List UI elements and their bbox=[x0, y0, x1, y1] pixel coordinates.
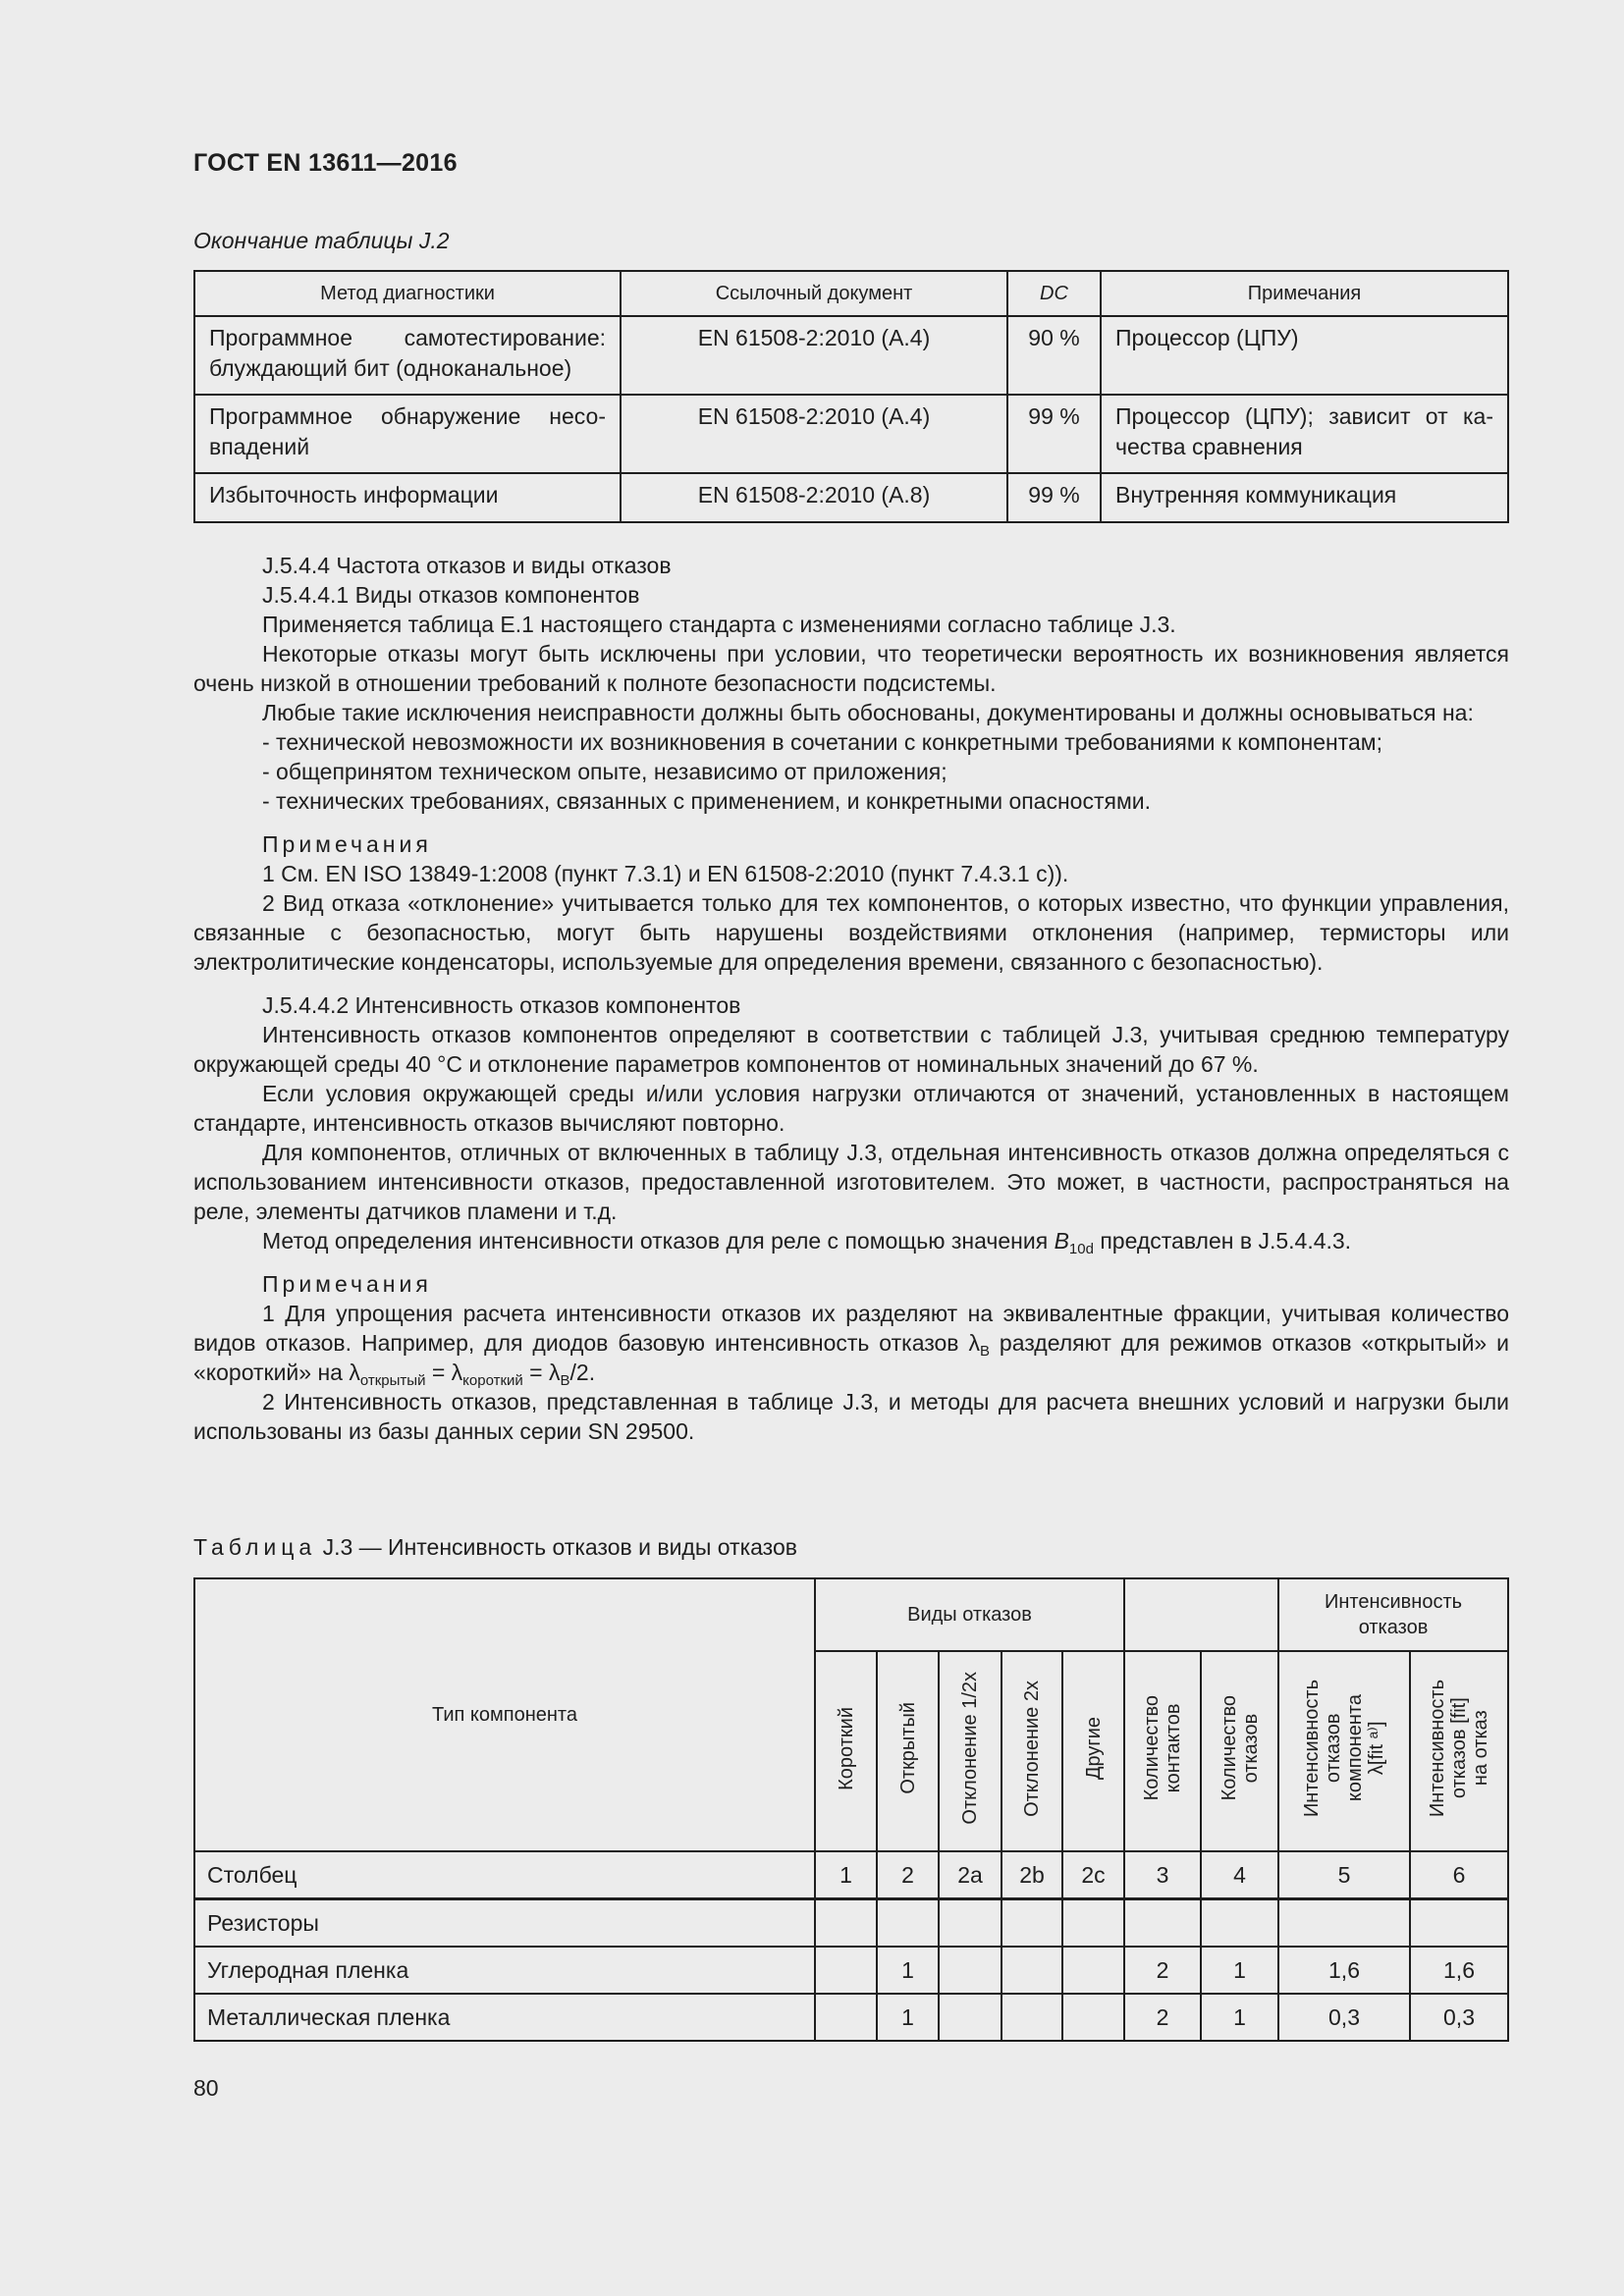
table-cell bbox=[1062, 1994, 1124, 2041]
table-header-row bbox=[194, 271, 1508, 316]
note: 2 Вид отказа «отклонение» учитывается только для тех компонентов, о которых известно, что функции управления, связанные с безопасностью, могут быть нарушены воздействиями отклонения (например, термисторы или электролитические конденсаторы, используемые для определения времени, связанного с безопасностью). bbox=[193, 890, 1509, 975]
list-item: - технических требованиях, связанных с применением, и конкретными опасностями. bbox=[262, 788, 1152, 814]
table-cell: 1 bbox=[1201, 1947, 1278, 1994]
column-group-header: Интенсивность отказов bbox=[1278, 1578, 1508, 1651]
table-row bbox=[194, 316, 1508, 395]
section-heading: J.5.4.4 Частота отказов и виды отказов bbox=[262, 553, 672, 578]
table-cell: 1,6 bbox=[1410, 1947, 1508, 1994]
table-cell: 2 bbox=[1124, 1947, 1201, 1994]
paragraph: Применяется таблица Е.1 настоящего стандарта с изменениями согласно таблице J.3. bbox=[262, 612, 1176, 637]
table-cell: Резисторы bbox=[194, 1899, 815, 1948]
table-cell: Процессор (ЦПУ) bbox=[1101, 316, 1508, 395]
table-cell bbox=[1124, 1899, 1201, 1948]
section-heading: J.5.4.4.1 Виды отказов компонентов bbox=[262, 582, 640, 608]
column-header: Интенсивность отказов компонента λ[fit ᵃ⁾] bbox=[1278, 1651, 1410, 1851]
paragraph: Если условия окружающей среды и/или условия нагрузки отличаются от значений, установленных в настоящем стандарте, интенсивность отказов вычисляют повторно. bbox=[193, 1081, 1509, 1136]
table-cell: EN 61508-2:2010 (А.8) bbox=[621, 473, 1007, 522]
table-cell bbox=[1062, 1947, 1124, 1994]
table-cell: Углеродная пленка bbox=[194, 1947, 815, 1994]
table-row bbox=[194, 1994, 1508, 2041]
table-cell bbox=[939, 1994, 1001, 2041]
note: 2 Интенсивность отказов, представленная в таблице J.3, и методы для расчета внешних условий и нагрузки были использованы из базы данных серии SN 29500. bbox=[193, 1389, 1509, 1444]
notes-title: Примечания bbox=[262, 831, 432, 857]
table-cell: 6 bbox=[1410, 1851, 1508, 1899]
list-item: - общепринятом техническом опыте, независимо от приложения; bbox=[262, 759, 947, 784]
table-j3-caption: Таблица J.3 — Интенсивность отказов и виды отказов bbox=[193, 1534, 797, 1560]
table-cell bbox=[1062, 1899, 1124, 1948]
column-header: Тип компонента bbox=[194, 1578, 815, 1851]
table-cell: Процессор (ЦПУ); зависит от качества сравнения bbox=[1101, 395, 1508, 473]
table-cell bbox=[815, 1947, 877, 1994]
table-cell bbox=[1278, 1899, 1410, 1948]
table-cell: EN 61508-2:2010 (А.4) bbox=[621, 316, 1007, 395]
body-text bbox=[193, 551, 1509, 1446]
note: 1 Для упрощения расчета интенсивности отказов их разделяют на эквивалентные фракции, учитывая количество видов отказов. Например, для диодов базовую интенсивность отказов $\lambda_B$ разделяют для режимов отказов «открытый» и «короткий» на $\lambda_{открытый} = \lambda_{короткий} = \lambda_B/2$. bbox=[193, 1301, 1509, 1389]
table-cell: Программное самотестирование: блуждающий бит (одноканальное) bbox=[194, 316, 621, 395]
column-header: Количество отказов bbox=[1201, 1651, 1278, 1851]
table-cell: Столбец bbox=[194, 1851, 815, 1899]
column-group-header bbox=[1124, 1578, 1278, 1651]
column-header: Короткий bbox=[815, 1651, 877, 1851]
table-cell: 0,3 bbox=[1278, 1994, 1410, 2041]
table-cell bbox=[877, 1899, 939, 1948]
table-cell: 99 % bbox=[1007, 395, 1101, 473]
table-cell bbox=[939, 1947, 1001, 1994]
column-header: Примечания bbox=[1101, 271, 1508, 316]
table-row bbox=[194, 1947, 1508, 1994]
column-header: Интенсивность отказов [fit] на отказ bbox=[1410, 1651, 1508, 1851]
table-cell: Программное обнаружение несовпадений bbox=[194, 395, 621, 473]
table-row bbox=[194, 1899, 1508, 1948]
table-j2-caption: Окончание таблицы J.2 bbox=[193, 228, 450, 253]
column-header: Другие bbox=[1062, 1651, 1124, 1851]
standard-header: ГОСТ EN 13611—2016 bbox=[193, 149, 458, 177]
section-heading: J.5.4.4.2 Интенсивность отказов компонентов bbox=[262, 992, 741, 1018]
paragraph: Любые такие исключения неисправности должны быть обоснованы, документированы и должны основываться на: bbox=[262, 700, 1474, 725]
table-cell bbox=[1410, 1899, 1508, 1948]
table-cell: 4 bbox=[1201, 1851, 1278, 1899]
column-header: Отклонение 1/2x bbox=[939, 1651, 1001, 1851]
column-header: DC bbox=[1007, 271, 1101, 316]
paragraph: Метод определения интенсивности отказов для реле с помощью значения $B_{10d}$ представлен в J.5.4.4.3. bbox=[262, 1228, 1352, 1257]
table-cell bbox=[1001, 1899, 1062, 1948]
notes-title: Примечания bbox=[262, 1271, 432, 1297]
table-cell bbox=[815, 1994, 877, 2041]
table-cell: 1 bbox=[1201, 1994, 1278, 2041]
table-cell bbox=[939, 1899, 1001, 1948]
table-cell bbox=[1001, 1947, 1062, 1994]
table-row bbox=[194, 395, 1508, 473]
paragraph: Некоторые отказы могут быть исключены при условии, что теоретически вероятность их возникновения является очень низкой в отношении требований к полноте безопасности подсистемы. bbox=[193, 641, 1509, 696]
column-header: Количество контактов bbox=[1124, 1651, 1201, 1851]
table-cell: 1 bbox=[877, 1994, 939, 2041]
table-cell: EN 61508-2:2010 (А.4) bbox=[621, 395, 1007, 473]
column-number-row bbox=[194, 1851, 1508, 1899]
table-cell bbox=[1001, 1994, 1062, 2041]
column-header: Отклонение 2x bbox=[1001, 1651, 1062, 1851]
table-cell: 1,6 bbox=[1278, 1947, 1410, 1994]
table-j3 bbox=[193, 1577, 1509, 2042]
paragraph: Интенсивность отказов компонентов определяют в соответствии с таблицей J.3, учитывая среднюю температуру окружающей среды 40 °С и отклонение параметров компонентов от номинальных значений до 67 %. bbox=[193, 1022, 1509, 1077]
paragraph: Для компонентов, отличных от включенных в таблицу J.3, отдельная интенсивность отказов должна определяться с использованием интенсивности отказов, предоставленной изготовителем. Это может, в частности, распространяться на реле, элементы датчиков пламени и т.д. bbox=[193, 1140, 1509, 1224]
page-number: 80 bbox=[193, 2075, 219, 2101]
table-cell: 2 bbox=[877, 1851, 939, 1899]
table-cell: 2c bbox=[1062, 1851, 1124, 1899]
column-header: Открытый bbox=[877, 1651, 939, 1851]
table-cell: 2a bbox=[939, 1851, 1001, 1899]
table-cell: 1 bbox=[877, 1947, 939, 1994]
table-cell: 90 % bbox=[1007, 316, 1101, 395]
table-cell bbox=[1201, 1899, 1278, 1948]
table-cell: 0,3 bbox=[1410, 1994, 1508, 2041]
note: 1 См. EN ISO 13849-1:2008 (пункт 7.3.1) и EN 61508-2:2010 (пункт 7.4.3.1 c)). bbox=[262, 861, 1069, 886]
column-group-header: Виды отказов bbox=[815, 1578, 1124, 1651]
table-cell: 2 bbox=[1124, 1994, 1201, 2041]
table-cell: Металлическая пленка bbox=[194, 1994, 815, 2041]
table-cell: 2b bbox=[1001, 1851, 1062, 1899]
table-j2 bbox=[193, 270, 1509, 523]
list-item: - технической невозможности их возникновения в сочетании с конкретными требованиями к компонентам; bbox=[262, 729, 1382, 755]
table-header-row bbox=[194, 1578, 1508, 1651]
column-header: Метод диагностики bbox=[194, 271, 621, 316]
table-cell: 5 bbox=[1278, 1851, 1410, 1899]
table-row bbox=[194, 473, 1508, 522]
table-cell: 99 % bbox=[1007, 473, 1101, 522]
table-cell: 3 bbox=[1124, 1851, 1201, 1899]
column-header: Ссылочный документ bbox=[621, 271, 1007, 316]
table-cell: Внутренняя коммуникация bbox=[1101, 473, 1508, 522]
table-cell: Избыточность информации bbox=[194, 473, 621, 522]
table-cell: 1 bbox=[815, 1851, 877, 1899]
table-cell bbox=[815, 1899, 877, 1948]
